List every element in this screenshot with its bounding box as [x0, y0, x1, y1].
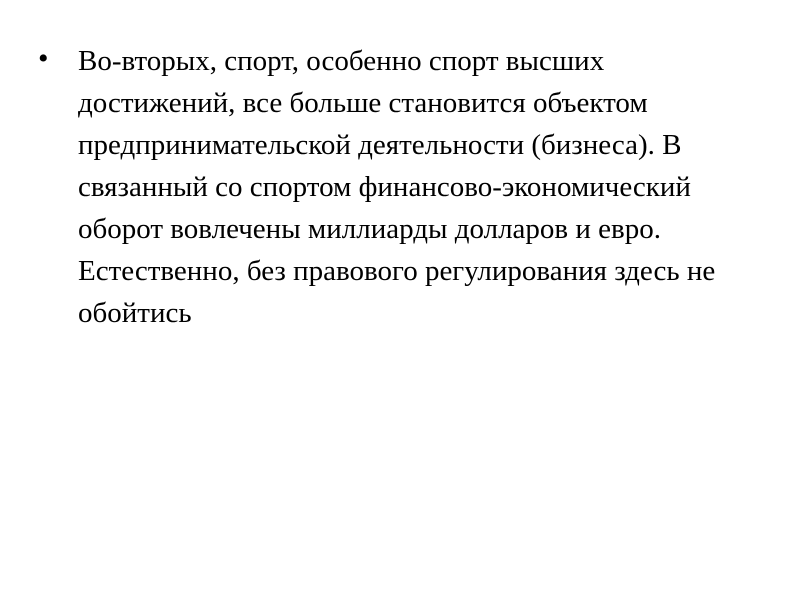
bullet-list: [38, 38, 758, 334]
bullet-icon: •: [38, 42, 49, 75]
bullet-text: Во-вторых, спорт, особенно спорт высших достижений, все больше становится объектом предпринимательской деятельности (бизнеса). В связанный со спортом финансово-экономический оборот вовлечены миллиарды долларов и евро. Естественно, без правового регулирования здесь не обойтись: [78, 45, 716, 329]
bullet-item: [38, 38, 758, 334]
